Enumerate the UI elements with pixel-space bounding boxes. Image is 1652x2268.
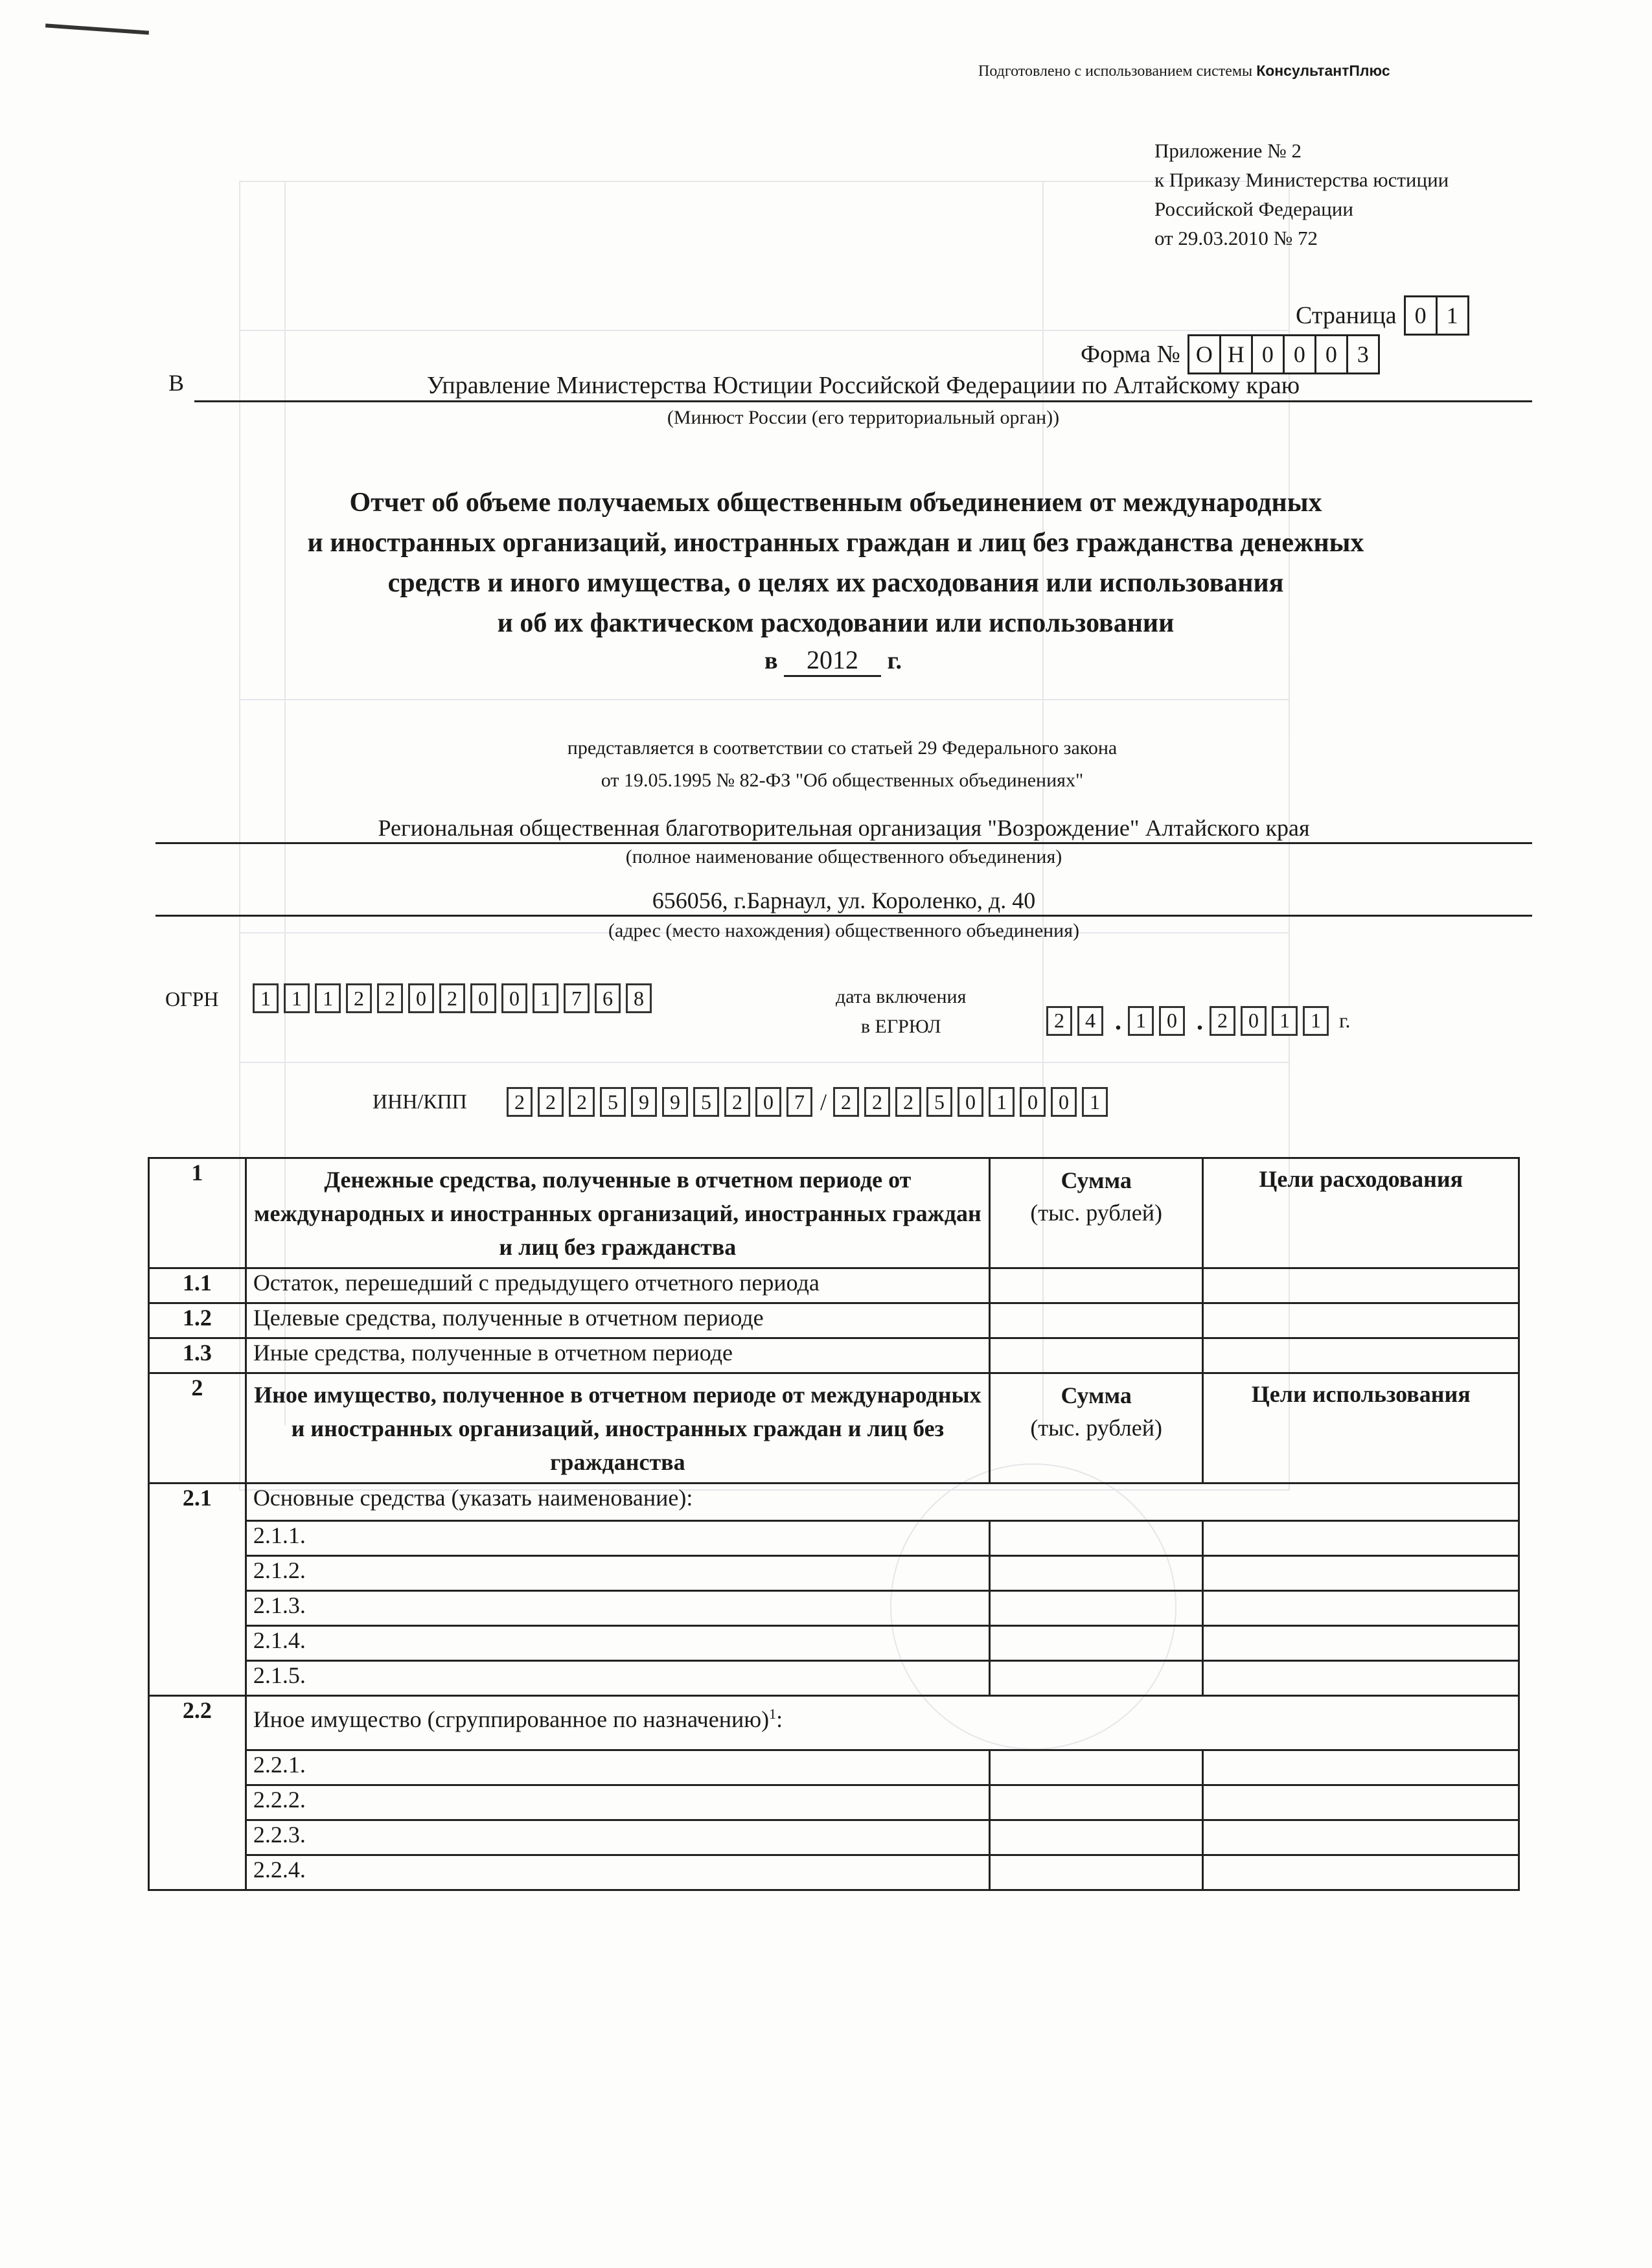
sum-cell[interactable]: [989, 1521, 1203, 1556]
section-1-purpose-header: Цели расходования: [1203, 1158, 1519, 1268]
date-dot: .: [1115, 1006, 1121, 1035]
date-label-line: дата включения: [836, 986, 967, 1007]
purpose-cell[interactable]: [1203, 1785, 1519, 1820]
ogrn-field: [253, 983, 657, 1013]
item-label: 2.2.2.: [246, 1785, 989, 1820]
year-prefix: в: [764, 647, 778, 674]
kpp-digit: 0: [1020, 1087, 1046, 1117]
section-1-number: 1: [149, 1158, 246, 1268]
purpose-cell[interactable]: [1203, 1750, 1519, 1785]
date-label-line: в ЕГРЮЛ: [860, 1016, 941, 1037]
kpp-digit: 0: [958, 1087, 983, 1117]
inn-kpp-label: ИНН/КПП: [373, 1090, 467, 1113]
date-digit: 2: [1046, 1006, 1072, 1036]
ogrn-digit: 2: [439, 983, 465, 1013]
table-row: [149, 1303, 1519, 1338]
year-suffix: г.: [887, 647, 902, 674]
footnote-marker: 1: [769, 1706, 777, 1722]
purpose-cell[interactable]: [1203, 1268, 1519, 1303]
ogrn-digit: 6: [595, 983, 621, 1013]
inn-digit: 9: [662, 1087, 688, 1117]
appendix-line: Российской Федерации: [1154, 198, 1353, 220]
kpp-digit: 2: [833, 1087, 859, 1117]
page-digit: 0: [1404, 295, 1438, 336]
recipient-name: Управление Министерства Юстиции Российской Федерациии по Алтайскому краю: [194, 371, 1532, 402]
row-label-text: Иное имущество (сгруппированное по назначению): [253, 1706, 770, 1732]
row-label: Целевые средства, полученные в отчетном периоде: [246, 1303, 989, 1338]
sum-unit: (тыс. рублей): [1030, 1415, 1162, 1441]
inn-digit: 5: [600, 1087, 626, 1117]
ogrn-digit: 2: [346, 983, 372, 1013]
table-row: [149, 1483, 1519, 1521]
page-label: Страница: [1296, 302, 1397, 329]
purpose-cell[interactable]: [1203, 1338, 1519, 1373]
date-digit: 0: [1159, 1006, 1185, 1036]
year-value: 2012: [784, 645, 881, 677]
date-digit: 1: [1128, 1006, 1154, 1036]
form-digit: Н: [1219, 334, 1253, 374]
kpp-digit: 2: [864, 1087, 890, 1117]
organization-name: Региональная общественная благотворительная организация "Возрождение" Алтайского края: [155, 814, 1532, 844]
page-number-field: [1296, 295, 1469, 336]
form-digit: 3: [1346, 334, 1380, 374]
item-label: 2.1.4.: [246, 1626, 989, 1661]
ogrn-digit: 1: [315, 983, 341, 1013]
section-2-number: 2: [149, 1373, 246, 1483]
title-line: средств и иного имущества, о целях их расходования или использования: [387, 568, 1284, 598]
legal-basis: [389, 732, 1296, 797]
inn-digit: 2: [724, 1087, 750, 1117]
table-row: [149, 1855, 1519, 1890]
form-digit: О: [1187, 334, 1221, 374]
appendix-line: Приложение № 2: [1154, 139, 1302, 162]
ogrn-digit: 7: [564, 983, 590, 1013]
prepared-note: [978, 62, 1390, 80]
organization-address: 656056, г.Барнаул, ул. Короленко, д. 40: [155, 886, 1532, 917]
purpose-cell[interactable]: [1203, 1556, 1519, 1591]
recipient-prefix: В: [168, 370, 185, 396]
sum-cell[interactable]: [989, 1303, 1203, 1338]
kpp-digit: 0: [1051, 1087, 1077, 1117]
sum-cell[interactable]: [989, 1556, 1203, 1591]
basis-line: от 19.05.1995 № 82-ФЗ "Об общественных объединениях": [601, 770, 1084, 791]
ogrn-digit: 8: [626, 983, 652, 1013]
sum-cell[interactable]: [989, 1750, 1203, 1785]
ogrn-digit: 0: [470, 983, 496, 1013]
section-2-header-row: [149, 1373, 1519, 1483]
sum-cell[interactable]: [989, 1338, 1203, 1373]
sum-unit: (тыс. рублей): [1030, 1200, 1162, 1226]
table-row: [149, 1591, 1519, 1626]
organization-address-caption: (адрес (место нахождения) общественного объединения): [608, 920, 1080, 941]
title-line: и иностранных организаций, иностранных граждан и лиц без гражданства денежных: [307, 528, 1364, 558]
inn-digit: 9: [631, 1087, 657, 1117]
egrul-date-field: [1046, 1005, 1351, 1036]
prepared-brand: КонсультантПлюс: [1256, 62, 1390, 79]
sum-cell[interactable]: [989, 1591, 1203, 1626]
inn-digit: 2: [569, 1087, 595, 1117]
table-row: [149, 1556, 1519, 1591]
sum-label: Сумма: [1061, 1167, 1132, 1193]
inn-kpp-field: [507, 1087, 1113, 1117]
item-label: 2.1.3.: [246, 1591, 989, 1626]
table-row: [149, 1785, 1519, 1820]
egrul-date-label: [836, 982, 966, 1042]
inn-digit: 5: [693, 1087, 719, 1117]
item-label: 2.2.1.: [246, 1750, 989, 1785]
kpp-digit: 5: [926, 1087, 952, 1117]
scan-corner-mark: [45, 23, 149, 34]
recipient-caption: (Минюст России (его территориальный орган)): [667, 407, 1060, 428]
purpose-cell[interactable]: [1203, 1820, 1519, 1855]
date-digit: 1: [1272, 1006, 1298, 1036]
table-row: [149, 1696, 1519, 1750]
ogrn-digit: 1: [533, 983, 558, 1013]
section-1-header-row: [149, 1158, 1519, 1268]
inn-digit: 2: [538, 1087, 564, 1117]
table-row: [149, 1268, 1519, 1303]
sum-cell[interactable]: [989, 1661, 1203, 1696]
table-row: [149, 1338, 1519, 1373]
item-label: 2.2.4.: [246, 1855, 989, 1890]
appendix-line: от 29.03.2010 № 72: [1154, 227, 1318, 249]
row-label: Основные средства (указать наименование):: [246, 1483, 1519, 1521]
form-digit: 0: [1314, 334, 1348, 374]
table-row: [149, 1750, 1519, 1785]
sum-cell[interactable]: [989, 1268, 1203, 1303]
prepared-prefix: Подготовлено с использованием системы: [978, 63, 1253, 80]
title-line: и об их фактическом расходовании или использовании: [497, 608, 1175, 638]
row-number: 1.1: [149, 1268, 246, 1303]
table-row: [149, 1626, 1519, 1661]
section-1-sum-header: [989, 1158, 1203, 1268]
date-suffix: г.: [1339, 1009, 1351, 1032]
section-2-sum-header: [989, 1373, 1203, 1483]
basis-line: представляется в соответствии со статьей 29 Федерального закона: [567, 737, 1118, 759]
inn-digit: 2: [507, 1087, 533, 1117]
row-label: Иные средства, полученные в отчетном периоде: [246, 1338, 989, 1373]
form-digit: 0: [1283, 334, 1316, 374]
kpp-digit: 2: [895, 1087, 921, 1117]
row-label: Остаток, перешедший с предыдущего отчетного периода: [246, 1268, 989, 1303]
item-label: 2.1.1.: [246, 1521, 989, 1556]
report-table: [148, 1157, 1520, 1891]
sum-cell[interactable]: [989, 1855, 1203, 1890]
form-digit: 0: [1251, 334, 1285, 374]
purpose-cell[interactable]: [1203, 1521, 1519, 1556]
date-digit: 2: [1210, 1006, 1235, 1036]
form-label: Форма №: [1081, 341, 1180, 368]
title-line: Отчет об объеме получаемых общественным объединением от международных: [349, 488, 1322, 518]
ogrn-digit: 2: [377, 983, 403, 1013]
sum-cell[interactable]: [989, 1626, 1203, 1661]
row-number: 2.2: [149, 1696, 246, 1890]
report-year: [764, 645, 902, 677]
date-digit: 0: [1241, 1006, 1267, 1036]
purpose-cell[interactable]: [1203, 1303, 1519, 1338]
table-row: [149, 1521, 1519, 1556]
ogrn-digit: 0: [501, 983, 527, 1013]
item-label: 2.2.3.: [246, 1820, 989, 1855]
organization-name-caption: (полное наименование общественного объединения): [625, 846, 1062, 867]
table-row: [149, 1661, 1519, 1696]
ogrn-digit: 0: [408, 983, 434, 1013]
purpose-cell[interactable]: [1203, 1591, 1519, 1626]
form-number-field: [1081, 334, 1380, 374]
purpose-cell[interactable]: [1203, 1661, 1519, 1696]
ogrn-digit: 1: [284, 983, 310, 1013]
appendix-line: к Приказу Министерства юстиции: [1154, 168, 1449, 191]
page-digit: 1: [1436, 295, 1469, 336]
purpose-cell[interactable]: [1203, 1626, 1519, 1661]
row-number: 1.2: [149, 1303, 246, 1338]
item-label: 2.1.2.: [246, 1556, 989, 1591]
row-label-colon: :: [776, 1706, 783, 1732]
table-row: [149, 1820, 1519, 1855]
date-digit: 1: [1303, 1006, 1329, 1036]
item-label: 2.1.5.: [246, 1661, 989, 1696]
sum-label: Сумма: [1061, 1382, 1132, 1408]
ogrn-label: ОГРН: [165, 987, 219, 1011]
row-number: 2.1: [149, 1483, 246, 1696]
row-label: [246, 1696, 1519, 1750]
inn-digit: 0: [755, 1087, 781, 1117]
section-1-title: Денежные средства, полученные в отчетном периоде от международных и иностранных организаций, иностранных граждан и лиц без гражданства: [246, 1158, 989, 1268]
appendix-block: [1154, 136, 1449, 253]
inn-digit: 7: [786, 1087, 812, 1117]
inn-kpp-separator: /: [820, 1089, 827, 1115]
ogrn-digit: 1: [253, 983, 279, 1013]
date-digit: 4: [1077, 1006, 1103, 1036]
kpp-digit: 1: [989, 1087, 1015, 1117]
section-2-purpose-header: Цели использования: [1203, 1373, 1519, 1483]
kpp-digit: 1: [1082, 1087, 1108, 1117]
report-title: [155, 483, 1516, 643]
sum-cell[interactable]: [989, 1820, 1203, 1855]
section-2-title: Иное имущество, полученное в отчетном периоде от международных и иностранных организаций, иностранных граждан и лиц без гражданства: [246, 1373, 989, 1483]
purpose-cell[interactable]: [1203, 1855, 1519, 1890]
sum-cell[interactable]: [989, 1785, 1203, 1820]
date-dot: .: [1197, 1006, 1203, 1035]
row-number: 1.3: [149, 1338, 246, 1373]
